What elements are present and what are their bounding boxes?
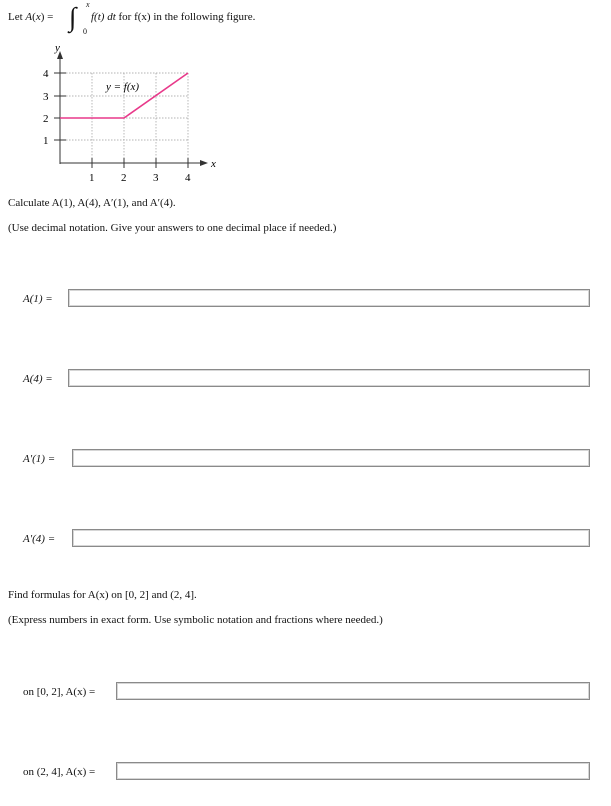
x-tick-label-1: 1: [89, 172, 95, 184]
part2-instruction: Find formulas for A(x) on [0, 2] and (2, 4].: [8, 589, 197, 601]
intro-suffix: for f(x) in the following figure.: [118, 11, 256, 23]
x-tick-label-2: 2: [121, 172, 127, 184]
a-prime-4-label: A′(4) =: [23, 533, 56, 545]
a1-answer-box[interactable]: [68, 289, 590, 307]
intro-equals: =: [47, 11, 54, 23]
a-prime-1-answer-box[interactable]: [72, 449, 590, 467]
a1-label: A(1) =: [23, 293, 53, 305]
a-prime-1-label: A′(1) =: [23, 453, 56, 465]
a-prime-4-answer-input[interactable]: [73, 530, 589, 546]
y-tick-label-1: 1: [43, 135, 49, 147]
part1-instruction: Calculate A(1), A(4), A′(1), and A′(4).: [8, 197, 176, 209]
function-graph: [0, 40, 240, 190]
curve-label: y = f(x): [106, 81, 140, 93]
intro-prefix: Let: [8, 11, 23, 23]
a4-label: A(4) =: [23, 373, 53, 385]
a4-answer-input[interactable]: [69, 370, 589, 386]
integrand: f(t) dt: [91, 11, 116, 23]
formula-0-2-answer-box[interactable]: [116, 682, 590, 700]
y-tick-label-4: 4: [43, 68, 49, 80]
formula-0-2-answer-input[interactable]: [117, 683, 589, 699]
a1-answer-input[interactable]: [69, 290, 589, 306]
x-axis-label: x: [211, 158, 216, 170]
x-tick-label-4: 4: [185, 172, 191, 184]
intro-variable: x: [35, 11, 41, 23]
formula-2-4-label: on (2, 4], A(x) =: [23, 766, 96, 778]
integral-lower-limit: 0: [83, 27, 87, 36]
x-axis-arrow: [200, 160, 208, 166]
a-prime-1-answer-input[interactable]: [73, 450, 589, 466]
intro-function-name: A: [25, 11, 33, 23]
formula-0-2-label: on [0, 2], A(x) =: [23, 686, 96, 698]
x-tick-label-3: 3: [153, 172, 159, 184]
part2-note: (Express numbers in exact form. Use symbolic notation and fractions where needed.): [8, 614, 383, 626]
integral-sign: ∫: [69, 2, 77, 32]
y-axis-label: y: [55, 42, 60, 54]
y-tick-label-3: 3: [43, 91, 49, 103]
y-tick-label-2: 2: [43, 113, 49, 125]
question-intro: Let A(x) =: [8, 11, 54, 23]
a4-answer-box[interactable]: [68, 369, 590, 387]
question-intro-rest: [91, 11, 255, 23]
a-prime-4-answer-box[interactable]: [72, 529, 590, 547]
formula-2-4-answer-box[interactable]: [116, 762, 590, 780]
formula-2-4-answer-input[interactable]: [117, 763, 589, 779]
part1-note: (Use decimal notation. Give your answers to one decimal place if needed.): [8, 222, 337, 234]
integral-upper-limit: x: [86, 0, 90, 9]
